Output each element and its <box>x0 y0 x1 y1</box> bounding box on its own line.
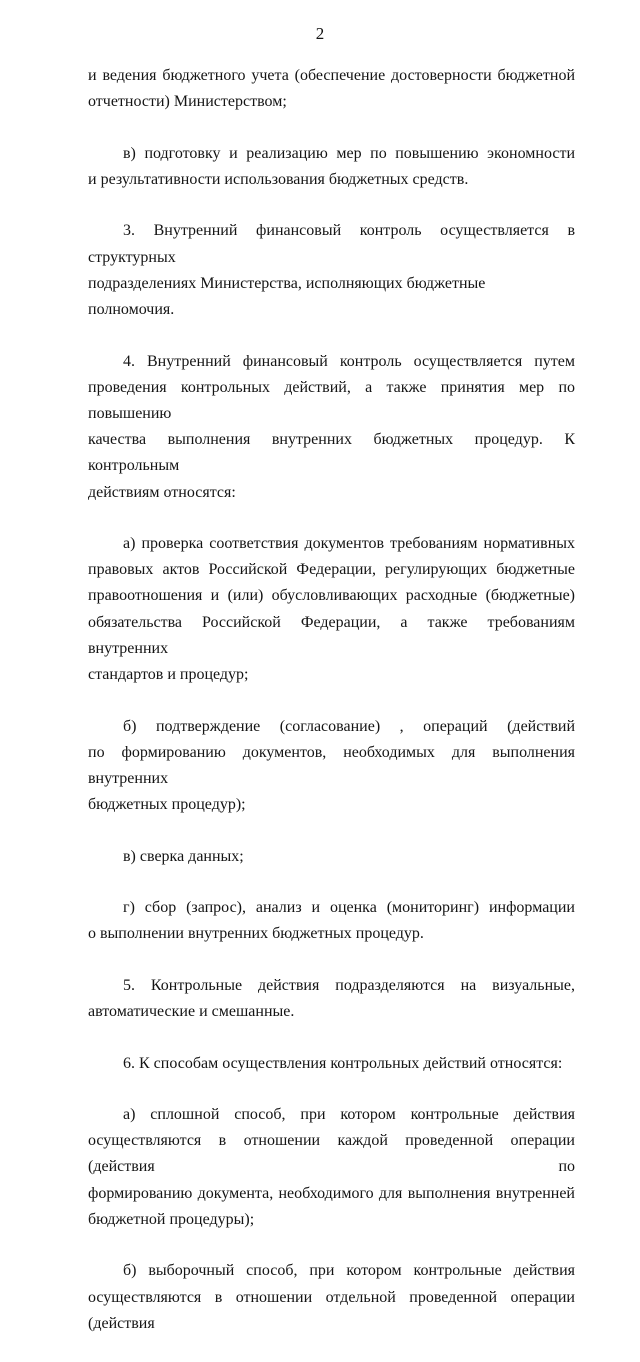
text-line: 3. Внутренний финансовый контроль осуществляется в структурных <box>88 222 575 266</box>
text-line: осуществляются в отношении отдельной проведенной операции (действия <box>88 1288 575 1332</box>
text-line: б) выборочный способ, при котором контрольные действия <box>123 1262 575 1280</box>
text-line: подразделениях Министерства, исполняющих бюджетные полномочия. <box>88 274 486 319</box>
text-line: качества выполнения внутренних бюджетных процедур. К контрольным <box>88 431 575 475</box>
text-line: бюджетных процедур); <box>88 796 246 814</box>
text-line: 5. Контрольные действия подразделяются на визуальные, <box>123 976 575 994</box>
paragraph-4 <box>88 349 575 506</box>
text-line: а) проверка соответствия документов требованиям нормативных <box>123 535 575 553</box>
text-line: 4. Внутренний финансовый контроль осуществляется путем <box>123 352 575 370</box>
text-line: правовых актов Российской Федерации, регулирующих бюджетные <box>88 561 575 579</box>
paragraph-3 <box>88 218 575 323</box>
text-line: бюджетной процедуры); <box>88 1210 255 1228</box>
text-line: б) подтверждение (согласование) , операций (действий <box>123 717 575 735</box>
text-line: действиям относятся: <box>88 483 236 501</box>
paragraph-item-b <box>88 714 575 819</box>
paragraph-item-g <box>88 895 575 947</box>
text-line: в) подготовку и реализацию мер по повышению экономности <box>123 144 575 162</box>
paragraph-6-item-b <box>88 1258 575 1337</box>
paragraph-continuation <box>88 63 575 115</box>
text-line: правоотношения и (или) обусловливающих расходные (бюджетные) <box>88 587 575 605</box>
text-line: формированию документа, необходимого для выполнения внутренней <box>88 1184 575 1202</box>
text-line: в) сверка данных; <box>123 847 244 865</box>
paragraph-item-v <box>88 141 575 193</box>
text-line: и результативности использования бюджетных средств. <box>88 170 469 188</box>
paragraph-5 <box>88 973 575 1025</box>
text-line: 6. К способам осуществления контрольных действий относятся: <box>123 1054 563 1072</box>
text-line: а) сплошной способ, при котором контрольные действия <box>123 1106 575 1124</box>
text-line: стандартов и процедур; <box>88 666 249 684</box>
text-line: проведения контрольных действий, а также принятия мер по повышению <box>88 378 575 422</box>
text-line: осуществляются в отношении каждой проведенной операции (действия по <box>88 1132 575 1176</box>
text-line: по формированию документов, необходимых для выполнения внутренних <box>88 743 575 787</box>
text-line: автоматические и смешанные. <box>88 1003 295 1021</box>
paragraph-6-item-a <box>88 1102 575 1233</box>
text-line: г) сбор (запрос), анализ и оценка (мониторинг) информации <box>123 899 575 917</box>
text-line: отчетности) Министерством; <box>88 93 287 111</box>
paragraph-item-a <box>88 531 575 688</box>
page-number: 2 <box>315 24 325 43</box>
text-line: обязательства Российской Федерации, а также требованиям внутренних <box>88 613 575 657</box>
paragraph-6 <box>88 1051 575 1077</box>
text-line: и ведения бюджетного учета (обеспечение достоверности бюджетной <box>88 67 575 84</box>
text-line: о выполнении внутренних бюджетных процедур. <box>88 925 424 943</box>
document-body <box>88 63 575 1362</box>
paragraph-item-v2 <box>88 844 575 870</box>
